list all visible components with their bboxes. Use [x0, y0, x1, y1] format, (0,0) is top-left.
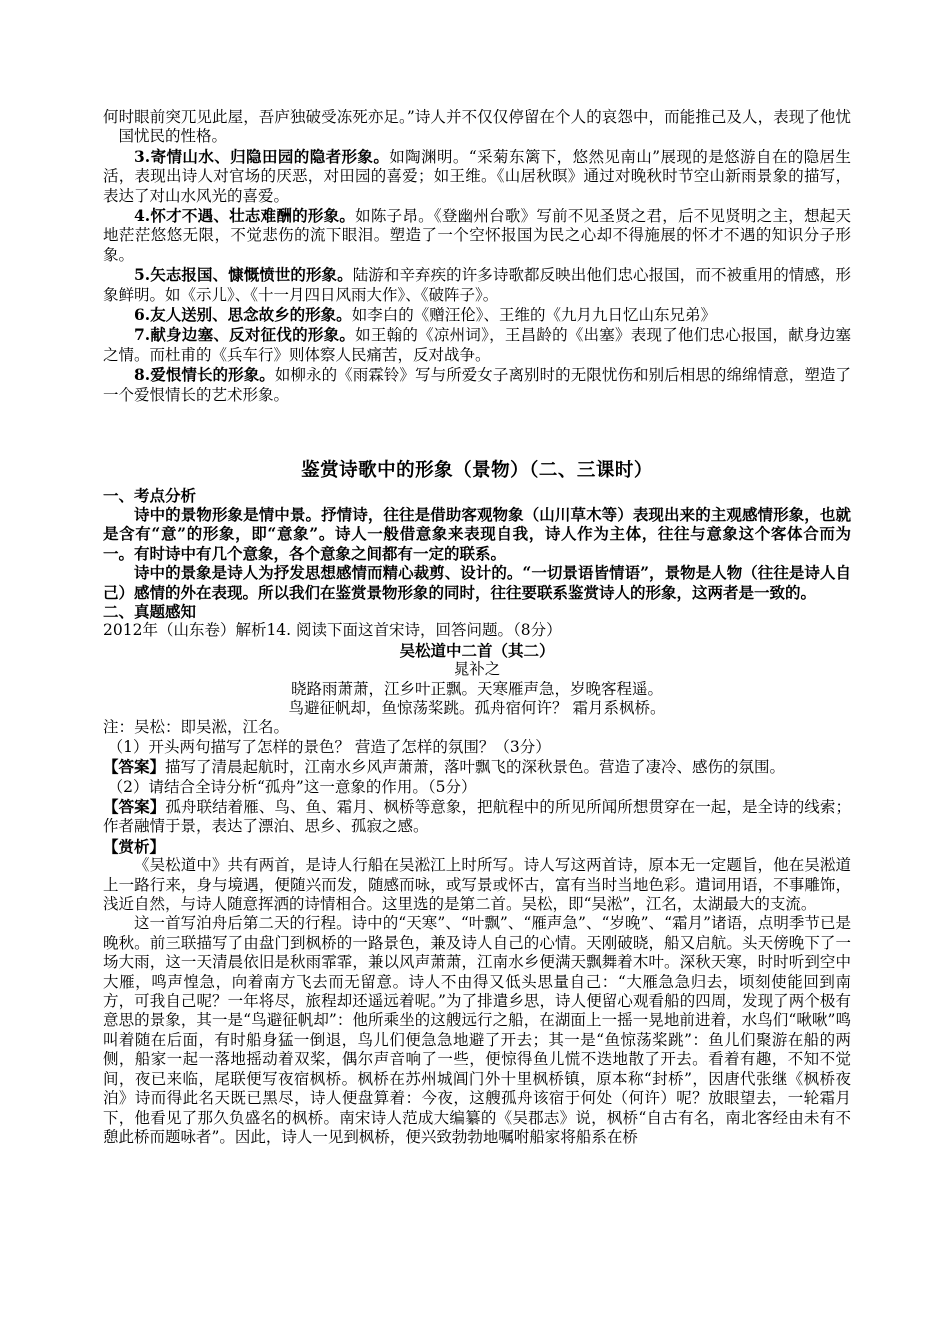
item-heading: 3.寄情山水、归隐田园的隐者形象。 — [134, 146, 390, 166]
paragraph-continued: 何时眼前突兀见此屋，吾庐独破受冻死亦足。”诗人并不仅仅停留在个人的哀怨中，而能推己及人，表现了他忧国忧民的性格。 — [103, 108, 851, 146]
exam-source-line: 2012年（山东卷）解析14. 阅读下面这首宋诗，回答问题。（8分） — [103, 621, 562, 640]
analysis-paragraph-2: 诗中的景象是诗人为抒发思想感情而精心裁剪、设计的。“一切景语皆情语”，景物是人物（往往是诗人自己）感情的外在表现。所以我们在鉴赏景物形象的同时，往往要联系鉴赏诗人的形象，这两者是一致的。 — [103, 563, 851, 602]
appreciation-heading: 【赏析】 — [103, 836, 166, 856]
item-body: 如李白的《赠汪伦》、王维的《九月九日忆山东兄弟》 — [351, 306, 716, 325]
item-body: 如陈子昂。《登幽州台歌》写前不见圣贤之君，后不见贤明之主，想起天地茫茫悠悠无限，不觉悲伤的流下眼泪。塑造了一个空怀报国为民之心却不得施展的怀才不遇的知识分子形象。 — [103, 207, 851, 264]
answer-text: 描写了清晨起航时，江南水乡风声萧萧，落叶飘飞的深秋景色。营造了凄冷、感伤的氛围。 — [165, 758, 786, 777]
answer-tag: 【答案】 — [103, 757, 166, 777]
answer-1 — [103, 757, 851, 777]
poem-author: 晁补之 — [453, 660, 501, 679]
item-body: 如柳永的《雨霖铃》写与所爱女子离别时的无限忧伤和别后相思的绵绵情意，塑造了一个爱恨情长的艺术形象。 — [103, 366, 851, 404]
section-heading-exam: 二、真题感知 — [103, 601, 197, 621]
item-body: 陆游和辛弃疾的许多诗歌都反映出他们忠心报国，而不被重用的情感，形象鲜明。如《示儿》、《十一月四日风雨大作》、《破阵子》。 — [103, 266, 851, 304]
item-heading: 7.献身边塞、反对征伐的形象。 — [134, 325, 356, 345]
poem-title: 吴松道中二首（其二） — [399, 640, 555, 660]
image-item-8 — [103, 365, 851, 405]
poem-line-2: 鸟避征帆却，鱼惊荡桨跳。孤舟宿何许？ 霜月系枫桥。 — [288, 698, 666, 717]
item-heading: 5.矢志报国、慷慨愤世的形象。 — [134, 265, 353, 285]
answer-text: 孤舟联结着雁、鸟、鱼、霜月、枫桥等意象，把航程中的所见所闻所想贯穿在一起，是全诗的线索；作者融情于景，表达了漂泊、思乡、孤寂之感。 — [103, 798, 851, 836]
section-heading-analysis: 一、考点分析 — [103, 485, 197, 505]
appreciation-paragraph-2: 这一首写泊舟后第二天的行程。诗中的“天寒”、“叶飘”、“雁声急”、“岁晚”、“霜月”诸语，点明季节已是晚秋。前三联描写了由盘门到枫桥的一路景色，兼及诗人自己的心情。天刚破晓，船又启航。头天傍晚下了一场大雨，这一天清晨依旧是秋雨霏霏，兼以风声萧萧，江南水乡便满天飘舞着木叶。深秋天寒，时时听到空中大雁，鸣声惶急，向着南方飞去而无留意。诗人不由得又低头思量自己：“大雁急急归去，顷刻使能回到南方，可我自己呢？一年将尽，旅程却还遥远着呢。”为了排遣乡思，诗人便留心观看船的四周，发现了两个极有意思的景象，其一是“鸟避征帆却”：他所乘坐的这艘远行之船，在湖面上一摇一晃地前进着，水鸟们“啾啾”鸣叫着随在后面，有时船身猛一倒退，鸟儿们便急急地避了开去；其一是“鱼惊荡桨跳”：鱼儿们聚游在船的两侧，船家一起一落地摇动着双桨，偶尔声音响了一些，便惊得鱼儿慌不迭地散了开去。看着有趣，不知不觉间，夜已来临，尾联便写夜宿枫桥。枫桥在苏州城阊门外十里枫桥镇，原本称“封桥”，因唐代张继《枫桥夜泊》诗而得此名天既已黑尽，诗人便盘算着：今夜，这艘孤舟该宿于何处（何许）呢？放眼望去，一轮霜月下，他看见了那久负盛名的枫桥。南宋诗人范成大编纂的《吴郡志》说，枫桥“自古有名，南北客经由未有不憩此桥而题咏者”。因此，诗人一见到枫桥，便兴致勃勃地嘱咐船家将船系在桥 — [103, 914, 851, 1146]
item-heading: 6.友人送别、思念故乡的形象。 — [134, 305, 352, 325]
image-item-4 — [103, 206, 851, 265]
lesson-title: 鉴赏诗歌中的形象（景物）（二、三课时） — [301, 460, 653, 482]
answer-2 — [103, 797, 851, 837]
appreciation-paragraph-1: 《吴松道中》共有两首，是诗人行船在吴淞江上时所写。诗人写这两首诗，原本无一定题旨，他在吴淞道上一路行来，身与境遇，便随兴而发，随感而咏，或写景或怀古，富有当时当地色彩。遣词用语，不事雕饰，浅近自然，与诗人随意挥洒的诗情相合。这里选的是第二首。吴松，即“吴淞”，江名，太湖最大的支流。 — [103, 856, 851, 914]
document-page — [103, 108, 851, 1147]
image-item-3 — [103, 147, 851, 206]
question-1: （1）开头两句描写了怎样的景色？ 营造了怎样的氛围？（3分） — [107, 737, 551, 756]
answer-tag: 【答案】 — [103, 797, 166, 816]
analysis-paragraph-1: 诗中的景物形象是情中景。抒情诗，往往是借助客观物象（山川草木等）表现出来的主观感情形象，也就是含有“意”的形象，即“意象”。诗人一般借意象来表现自我，诗人作为主体，往往与意象这个客体合而为一。有时诗中有几个意象，各个意象之间都有一定的联系。 — [103, 504, 851, 563]
item-heading: 4.怀才不遇、壮志难酬的形象。 — [134, 206, 356, 226]
item-heading: 8.爱恨情长的形象。 — [134, 365, 275, 385]
poem-note: 注：吴松：即吴淞，江名。 — [103, 718, 290, 737]
image-item-6 — [103, 305, 851, 325]
image-item-5 — [103, 265, 851, 305]
item-body: 如陶渊明。“采菊东篱下，悠然见南山”展现的是悠游自在的隐居生活，表现出诗人对官场的厌恶，对田园的喜爱；如王维。《山居秋暝》通过对晚秋时节空山新雨景象的描写，表达了对山水风光的喜爱。 — [103, 147, 851, 205]
item-body: 如王翰的《凉州词》，王昌龄的《出塞》表现了他们忠心报国，献身边塞之情。而杜甫的《兵车行》则体察人民痛苦，反对战争。 — [103, 326, 851, 364]
poem-line-1: 晓路雨萧萧，江乡叶正飘。天寒雁声急，岁晚客程遥。 — [290, 679, 663, 698]
image-item-7 — [103, 325, 851, 365]
question-2: （2）请结合全诗分析“孤舟”这一意象的作用。（5分） — [107, 777, 477, 796]
